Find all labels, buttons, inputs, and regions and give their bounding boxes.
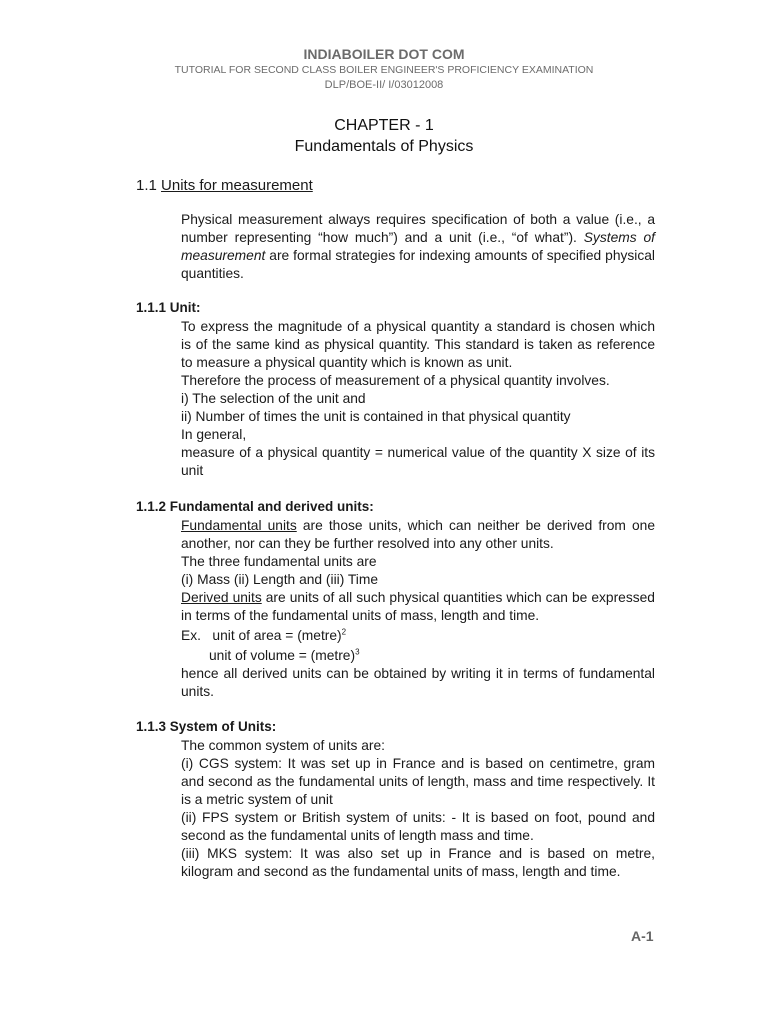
paragraph-text: are units of all such physical quantities which can be expressed in terms of the fundamental units of mass, length and time. bbox=[181, 590, 655, 623]
underlined-term: Derived units bbox=[181, 590, 262, 605]
superscript: 3 bbox=[355, 647, 360, 657]
section-1-1-3-body bbox=[181, 737, 655, 881]
section-1-1-paragraph bbox=[181, 211, 655, 283]
chapter-label: CHAPTER - 1 bbox=[334, 117, 434, 134]
example-text: Ex. unit of area = (metre) bbox=[181, 628, 342, 643]
superscript: 2 bbox=[341, 627, 347, 637]
section-1-1-2-body bbox=[181, 517, 655, 701]
italic-term: Systems of measurement bbox=[181, 230, 655, 263]
underlined-term: Fundamental units bbox=[181, 518, 297, 533]
paragraph-text: are formal strategies for indexing amounts of specified physical quantities. bbox=[181, 248, 655, 281]
section-number: 1.1 bbox=[136, 177, 157, 194]
cgs-system: (i) CGS system: It was set up in France and is based on centimetre, gram and second as the fundamental units of length, mass and time respectively. It is a metric system of unit bbox=[181, 756, 655, 807]
body-line: In general, bbox=[181, 427, 247, 442]
header-site-name: INDIABOILER DOT COM bbox=[303, 46, 465, 62]
page-number: A-1 bbox=[631, 928, 654, 944]
section-title: Units for measurement bbox=[161, 177, 313, 194]
derived-units-conclusion: hence all derived units can be obtained by writing it in terms of fundamental units. bbox=[181, 666, 655, 699]
derived-units-paragraph bbox=[181, 589, 655, 625]
header-document-code: DLP/BOE-II/ I/03012008 bbox=[324, 79, 444, 91]
mks-system: (iii) MKS system: It was also set up in France and is based on metre, kilogram and second as the fundamental units of mass, length and time. bbox=[181, 846, 655, 879]
section-1-1-heading bbox=[136, 177, 313, 194]
paragraph-text: Physical measurement always requires specification of both a value (i.e., a number representing “how much”) and a unit (i.e., “of what”). bbox=[181, 212, 655, 245]
chapter-title: Fundamentals of Physics bbox=[294, 138, 474, 155]
body-line: ii) Number of times the unit is contained in that physical quantity bbox=[181, 409, 571, 424]
example-volume bbox=[181, 647, 655, 665]
example-text: unit of volume = (metre) bbox=[209, 648, 356, 663]
fps-system: (ii) FPS system or British system of units: - It is based on foot, pound and second as the fundamental units of length mass and time. bbox=[181, 810, 655, 843]
paragraph-text: are those units, which can neither be derived from one another, nor can they be further resolved into any other units. bbox=[181, 518, 655, 551]
header-subtitle: TUTORIAL FOR SECOND CLASS BOILER ENGINEER'S PROFICIENCY EXAMINATION bbox=[174, 64, 594, 76]
body-line: The common system of units are: bbox=[181, 738, 385, 753]
section-1-1-1-body bbox=[181, 318, 655, 480]
fundamental-units-paragraph bbox=[181, 517, 655, 553]
body-line: The three fundamental units are bbox=[181, 554, 377, 569]
section-1-1-1-heading: 1.1.1 Unit: bbox=[136, 300, 201, 315]
body-line: i) The selection of the unit and bbox=[181, 391, 366, 406]
body-line: Therefore the process of measurement of a physical quantity involves. bbox=[181, 373, 610, 388]
example-area bbox=[181, 627, 655, 645]
body-line: (i) Mass (ii) Length and (iii) Time bbox=[181, 572, 379, 587]
section-1-1-3-heading: 1.1.3 System of Units: bbox=[136, 719, 277, 734]
measure-formula: measure of a physical quantity = numerical value of the quantity X size of its unit bbox=[181, 445, 655, 478]
unit-definition: To express the magnitude of a physical quantity a standard is chosen which is of the same kind as physical quantity. This standard is taken as reference to measure a physical quantity which is known as unit. bbox=[181, 319, 655, 370]
section-1-1-2-heading: 1.1.2 Fundamental and derived units: bbox=[136, 499, 374, 514]
